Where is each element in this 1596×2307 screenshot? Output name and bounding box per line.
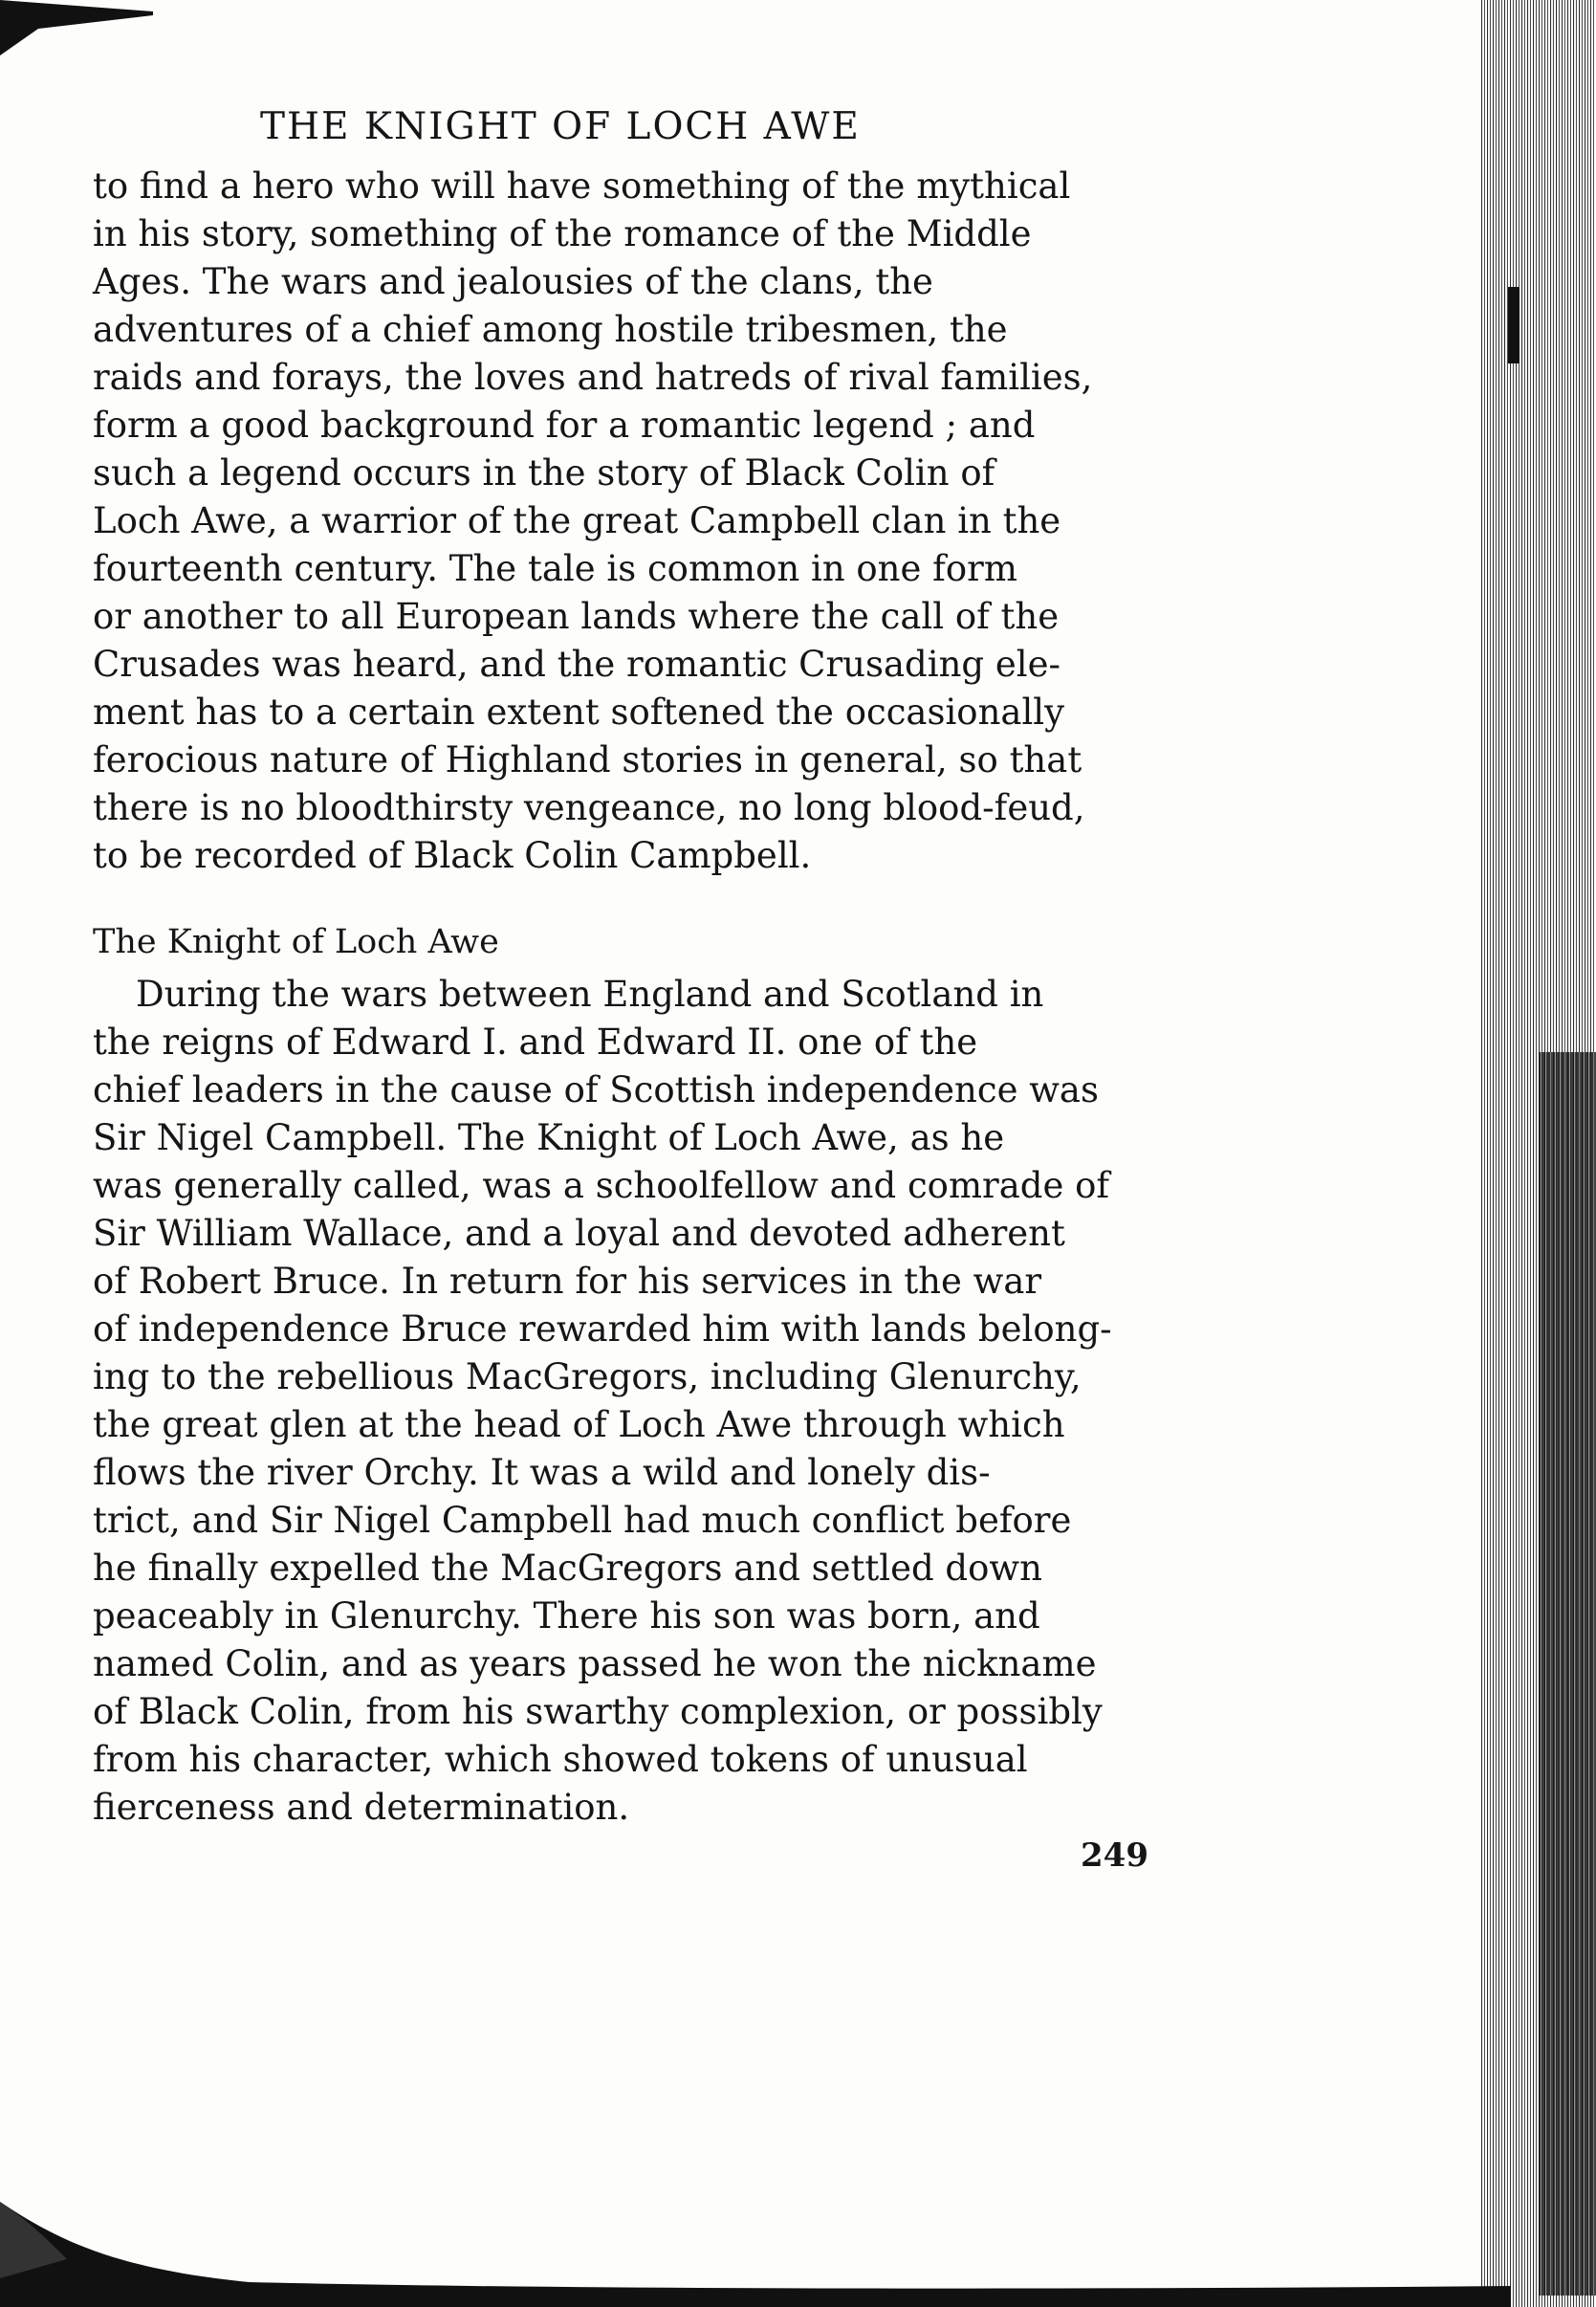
text-line: such a legend occurs in the story of Black Colin of <box>93 452 995 494</box>
text-line: Sir Nigel Campbell. The Knight of Loch Awe, as he <box>93 1117 1005 1158</box>
text-line: of independence Bruce rewarded him with lands belong- <box>93 1308 1112 1350</box>
text-line: of Robert Bruce. In return for his services in the war <box>93 1261 1042 1302</box>
text-line: During the wars between England and Scotland in <box>136 974 1044 1015</box>
text-line: peaceably in Glenurchy. There his son was born, and <box>93 1595 1040 1637</box>
text-line: there is no bloodthirsty vengeance, no long blood-feud, <box>93 787 1085 828</box>
text-line: he finally expelled the MacGregors and settled down <box>93 1548 1042 1589</box>
text-line: flows the river Orchy. It was a wild and lonely dis- <box>93 1452 991 1493</box>
running-head: THE KNIGHT OF LOCH AWE <box>260 105 861 148</box>
text-line: form a good background for a romantic legend ; and <box>93 405 1036 446</box>
book-page-edges-mark <box>1508 287 1519 363</box>
text-line: ing to the rebellious MacGregors, including Glenurchy, <box>93 1356 1082 1397</box>
text-line: Crusades was heard, and the romantic Crusading ele- <box>93 644 1060 685</box>
text-line: was generally called, was a schoolfellow and comrade of <box>93 1165 1110 1206</box>
scan-corner-shadow-top <box>0 0 153 57</box>
text-line: to find a hero who will have something of the mythical <box>93 165 1071 207</box>
section-heading: The Knight of Loch Awe <box>93 923 499 961</box>
text-line: or another to all European lands where the call of the <box>93 596 1060 637</box>
text-line: the great glen at the head of Loch Awe through which <box>93 1404 1065 1445</box>
book-page-edges-shadow <box>1539 1052 1596 2296</box>
page-number: 249 <box>1081 1836 1148 1875</box>
text-line: fierceness and determination. <box>93 1787 630 1828</box>
text-line: ferocious nature of Highland stories in general, so that <box>93 739 1082 780</box>
text-line: adventures of a chief among hostile tribesmen, the <box>93 309 1008 350</box>
text-line: trict, and Sir Nigel Campbell had much conflict before <box>93 1500 1072 1541</box>
text-line: from his character, which showed tokens of unusual <box>93 1739 1028 1780</box>
scan-corner-shadow-bottom <box>0 2183 1511 2307</box>
text-line: named Colin, and as years passed he won the nickname <box>93 1643 1097 1684</box>
text-line: the reigns of Edward I. and Edward II. one of the <box>93 1022 978 1063</box>
text-line: to be recorded of Black Colin Campbell. <box>93 835 812 876</box>
text-line: ment has to a certain extent softened the occasionally <box>93 692 1065 733</box>
text-line: fourteenth century. The tale is common in one form <box>93 548 1017 589</box>
text-line: of Black Colin, from his swarthy complexion, or possibly <box>93 1691 1103 1732</box>
text-line: Loch Awe, a warrior of the great Campbell clan in the <box>93 500 1061 541</box>
text-line: Ages. The wars and jealousies of the clans, the <box>93 261 933 302</box>
paragraph-1 <box>93 163 1145 880</box>
text-line: in his story, something of the romance of the Middle <box>93 213 1032 254</box>
text-line: raids and forays, the loves and hatreds of rival families, <box>93 357 1093 398</box>
text-line: Sir William Wallace, and a loyal and devoted adherent <box>93 1213 1065 1254</box>
paragraph-2 <box>93 971 1145 1832</box>
text-line: chief leaders in the cause of Scottish independence was <box>93 1069 1099 1110</box>
